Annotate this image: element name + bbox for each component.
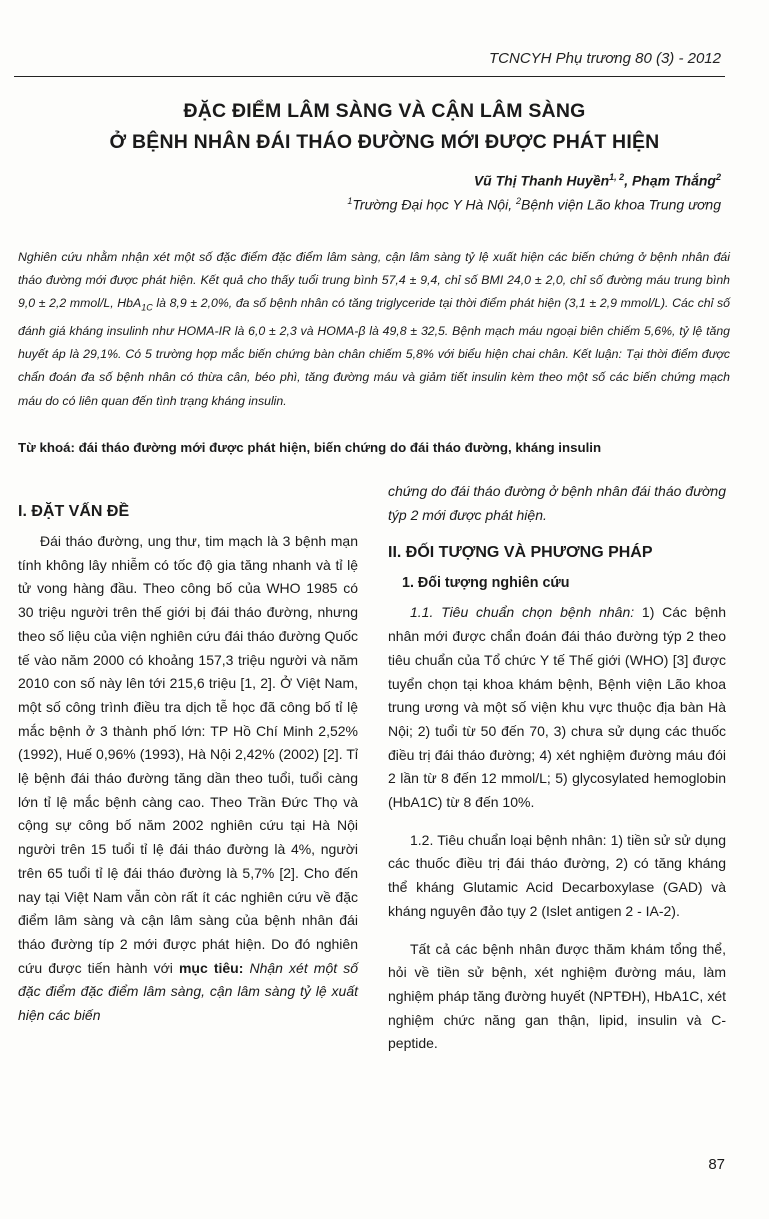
title-line-1: ĐẶC ĐIỂM LÂM SÀNG VÀ CẬN LÂM SÀNG: [183, 100, 586, 122]
page-number: 87: [708, 1156, 725, 1173]
section-1-paragraph: [18, 530, 358, 1028]
author-1: Vũ Thị Thanh Huyền: [473, 172, 610, 189]
author-1-sup: 1, 2: [609, 172, 625, 182]
abstract-part-1: Nghiên cứu nhằm nhận xét một số đặc điểm đặc điểm lâm sàng, cận lâm sàng tỷ lệ xuất hiện các biến chứng ở bệnh nhân đái tháo đường mới được phát hiện. Kết quả cho thấy tuổi trung bình 57,4 ± 9,4, chỉ số BMI 24,0 ± 2,0, chỉ số đường máu trung bình 9,0 ± 2,2 mmol/L, HbA: [18, 250, 730, 311]
left-column: [18, 500, 358, 1028]
journal-header: TCNCYH Phụ trương 80 (3) - 2012: [489, 50, 721, 67]
header-rule: [14, 76, 725, 77]
article-title: [0, 96, 769, 158]
section-1-heading: I. ĐẶT VẤN ĐỀ: [18, 503, 130, 520]
affiliation-2-sup: 2: [515, 196, 521, 206]
criteria-exclusion: 1.2. Tiêu chuẩn loại bệnh nhân: 1) tiền sử sử dụng các thuốc điều trị đái tháo đường, 2) có tăng kháng thể kháng Glutamic Acid Decarboxylase (GAD) và kháng nguyên đảo tụy 2 (Islet antigen 2 - IA-2).: [388, 831, 726, 919]
keywords: Từ khoá: đái tháo đường mới được phát hiện, biến chứng do đái tháo đường, kháng insulin: [18, 440, 602, 455]
criteria-inclusion-text: 1) Các bệnh nhân mới được chẩn đoán đái tháo đường týp 2 theo tiêu chuẩn của Tổ chức Y tế Thế giới (WHO) [3] được tuyển chọn tại khoa khám bệnh, Bệnh viện Lão khoa trung ương và một số viện khu vực thuộc địa bàn Hà Nội; 2) tuổi từ 50 đến 70, 3) chưa sử dụng các thuốc điều trị đái tháo đường; 4) xét nghiệm đường máu đói 2 lần từ 8 đến 12 mmol/L; 5) glycosylated hemoglobin (HbA1C) từ 8 đến 10%.: [388, 604, 726, 811]
objective-label: mục tiêu:: [178, 959, 244, 976]
subsection-1-heading: 1. Đối tượng nghiên cứu: [402, 575, 570, 592]
section-1-text: Đái tháo đường, ung thư, tim mạch là 3 bệnh mạn tính không lây nhiễm có tốc độ gia tăng nhanh và tỉ lệ tử vong hàng đầu. Theo công bố của WHO 1985 có 30 triệu người trên thế giới bị đái tháo đường, nhưng theo số liệu của viện nghiên cứu đái tháo đường Quốc tế vào năm 2000 có khoảng 157,3 triệu người và năm 2010 con số này lên tới 215,6 triệu [1, 2]. Ở Việt Nam, một số công trình điều tra dịch tễ học đã công bố tỉ lệ mắc bệnh ở 3 thành phố lớn: TP Hồ Chí Minh 2,52% (1992), Huế 0,96% (1993), Hà Nội 2,42% (2002) [2]. Tỉ lệ bệnh đái tháo đường tăng dần theo tuổi, tuổi càng lớn tỉ lệ mắc bệnh càng cao. Theo Trần Đức Thọ và cộng sự công bố năm 2002 nghiên cứu tại Hà Nội người trên 15 tuổi tỉ lệ đái tháo đường là 4%, người trên 65 tuổi tỉ lệ đái tháo đường là 5,7% [2]. Cho đến nay tại Việt Nam vẫn còn rất ít các nghiên cứu về đặc điểm lâm sàng và cận lâm sàng của bệnh nhân đái tháo đường típ 2 mới được phát hiện. Do đó nghiên cứu được tiến hành với: [18, 533, 358, 976]
abstract: [18, 246, 730, 413]
author-2-sup: 2: [715, 172, 721, 182]
author-2: Phạm Thắng: [631, 172, 716, 189]
objective-text: Nhận xét một số đặc điểm đặc điểm lâm sàng, cận lâm sàng tỷ lệ xuất hiện các biến: [18, 959, 359, 1024]
section-2-heading: II. ĐỐI TƯỢNG VÀ PHƯƠNG PHÁP: [388, 544, 653, 562]
title-line-2: Ở BỆNH NHÂN ĐÁI THÁO ĐƯỜNG MỚI ĐƯỢC PHÁT HIỆN: [109, 131, 660, 153]
affiliation-2: Bệnh viện Lão khoa Trung ương: [521, 196, 721, 213]
affiliation-1: Trường Đại học Y Hà Nội,: [352, 196, 516, 213]
abstract-hba1c-sub: 1C: [141, 302, 153, 313]
affiliation-1-sup: 1: [347, 196, 353, 206]
abstract-part-2: là 8,9 ± 2,0%, đa số bệnh nhân có tăng triglyceride tại thời điểm phát hiện (3,1 ± 2,9 mmol/L). Các chỉ số đánh giá kháng insulinh như HOMA-IR là 6,0 ± 2,3 và HOMA-β là 49,8 ± 32,5. Bệnh mạch máu ngoại biên chiếm 5,6%, tỷ lệ tăng huyết áp là 29,1%. Có 5 trường hợp mắc biến chứng bàn chân chiếm 5,8% với biểu hiện chai chân. Kết luận: Tại thời điểm được chẩn đoán đa số bệnh nhân có thừa cân, béo phì, tăng đường máu và giảm tiết insulin kèm theo một số các biến chứng mạch máu do có liên quan đến tình trạng kháng insulin.: [18, 296, 730, 408]
examination-paragraph: Tất cả các bệnh nhân được thăm khám tổng thể, hỏi về tiền sử bệnh, xét nghiệm đường máu, làm nghiệm pháp tăng đường huyết (NPTĐH), HbA1C, xét nghiệm chức năng gan thận, lipid, insulin và C-peptide.: [388, 940, 726, 1052]
authors: [474, 172, 721, 189]
section-1-continuation: chứng do đái tháo đường ở bệnh nhân đái tháo đường týp 2 mới được phát hiện.: [388, 483, 726, 523]
author-separator: ,: [624, 172, 632, 189]
affiliations: [347, 196, 721, 213]
criteria-inclusion: [388, 601, 726, 814]
criteria-inclusion-label: 1.1. Tiêu chuẩn chọn bệnh nhân:: [410, 604, 635, 621]
right-column: [388, 480, 726, 1056]
